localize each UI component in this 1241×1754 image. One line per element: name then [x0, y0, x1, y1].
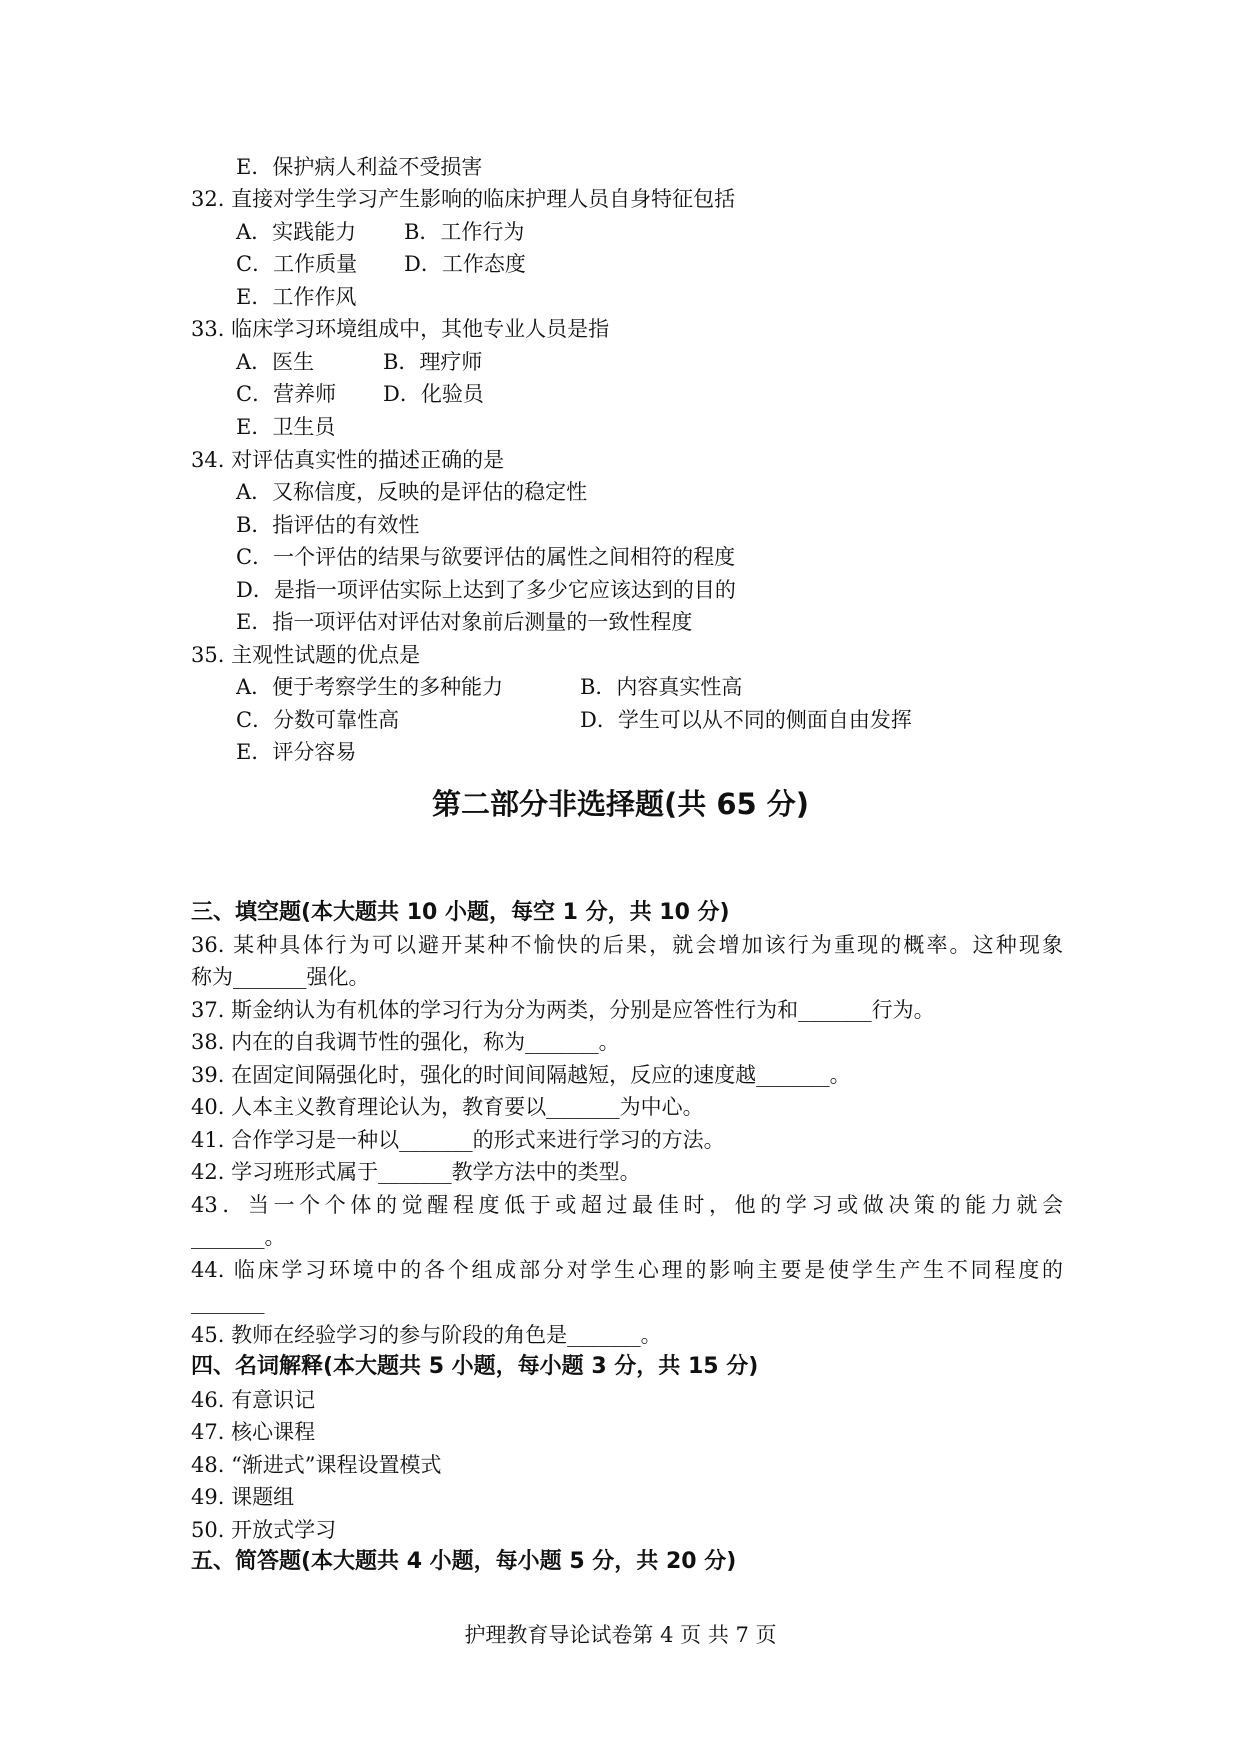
q38: 38. 内在的自我调节性的强化，称为_______。 — [191, 1030, 620, 1054]
q32-option-b: B．工作行为 — [404, 220, 525, 244]
q41: 41. 合作学习是一种以_______的形式来进行学习的方法。 — [191, 1128, 725, 1152]
q40: 40. 人本主义教育理论认为，教育要以_______为中心。 — [191, 1095, 704, 1119]
q37: 37. 斯金纳认为有机体的学习行为分为两类，分别是应答性行为和_______行为。 — [191, 998, 935, 1022]
q33-stem: 33. 临床学习环境组成中，其他专业人员是指 — [191, 317, 610, 341]
section4-title: 四、名词解释(本大题共 5 小题，每小题 3 分，共 15 分) — [191, 1354, 759, 1379]
q47: 47. 核心课程 — [191, 1420, 316, 1444]
q34-stem: 34. 对评估真实性的描述正确的是 — [191, 448, 505, 472]
q32-option-a: A．实践能力 — [236, 220, 357, 244]
q35-option-a: A．便于考察学生的多种能力 — [236, 675, 504, 699]
q44-line2: _______ — [191, 1290, 265, 1314]
q31-option-e: E．保护病人利益不受损害 — [236, 155, 483, 179]
q39: 39. 在固定间隔强化时，强化的时间间隔越短，反应的速度越_______。 — [191, 1063, 851, 1087]
q48: 48. “渐进式”课程设置模式 — [191, 1453, 442, 1477]
q36-line2: 称为_______强化。 — [191, 965, 370, 989]
q36-line1: 36. 某种具体行为可以避开某种不愉快的后果，就会增加该行为重现的概率。这种现象 — [191, 933, 1063, 957]
q33-option-d: D．化验员 — [383, 382, 484, 406]
q33-option-a: A．医生 — [236, 350, 315, 374]
q32-stem: 32. 直接对学生学习产生影响的临床护理人员自身特征包括 — [191, 187, 736, 211]
q34-option-e: E．指一项评估对评估对象前后测量的一致性程度 — [236, 610, 693, 634]
section3-title: 三、填空题(本大题共 10 小题，每空 1 分，共 10 分) — [191, 900, 730, 925]
q32-option-d: D．工作态度 — [404, 252, 526, 276]
q32-option-c: C．工作质量 — [236, 252, 358, 276]
q45: 45. 教师在经验学习的参与阶段的角色是_______。 — [191, 1323, 662, 1347]
q34-option-d: D．是指一项评估实际上达到了多少它应该达到的目的 — [236, 578, 736, 602]
q42: 42. 学习班形式属于_______教学方法中的类型。 — [191, 1160, 641, 1184]
section5-title: 五、简答题(本大题共 4 小题，每小题 5 分，共 20 分) — [191, 1549, 737, 1574]
q34-option-a: A．又称信度，反映的是评估的稳定性 — [236, 480, 588, 504]
q35-option-d: D．学生可以从不同的侧面自由发挥 — [580, 708, 912, 732]
q46: 46. 有意识记 — [191, 1388, 316, 1412]
q33-option-b: B．理疗师 — [383, 350, 483, 374]
q43-line1: 43．当一个个体的觉醒程度低于或超过最佳时，他的学习或做决策的能力就会 — [191, 1193, 1063, 1217]
q43-line2: _______。 — [191, 1225, 286, 1249]
q34-option-b: B．指评估的有效性 — [236, 513, 420, 537]
q35-option-c: C．分数可靠性高 — [236, 708, 400, 732]
q33-option-c: C．营养师 — [236, 382, 337, 406]
q44-line1: 44. 临床学习环境中的各个组成部分对学生心理的影响主要是使学生产生不同程度的 — [191, 1258, 1063, 1282]
q35-option-b: B．内容真实性高 — [580, 675, 743, 699]
q35-option-e: E．评分容易 — [236, 740, 357, 764]
q49: 49. 课题组 — [191, 1485, 295, 1509]
q35-stem: 35. 主观性试题的优点是 — [191, 643, 421, 667]
q32-option-e: E．工作作风 — [236, 285, 357, 309]
q33-option-e: E．卫生员 — [236, 415, 336, 439]
page-footer: 护理教育导论试卷第 4 页 共 7 页 — [464, 1623, 777, 1647]
part2-title: 第二部分非选择题(共 65 分) — [431, 787, 810, 821]
q50: 50. 开放式学习 — [191, 1518, 337, 1542]
q34-option-c: C．一个评估的结果与欲要评估的属性之间相符的程度 — [236, 545, 736, 569]
